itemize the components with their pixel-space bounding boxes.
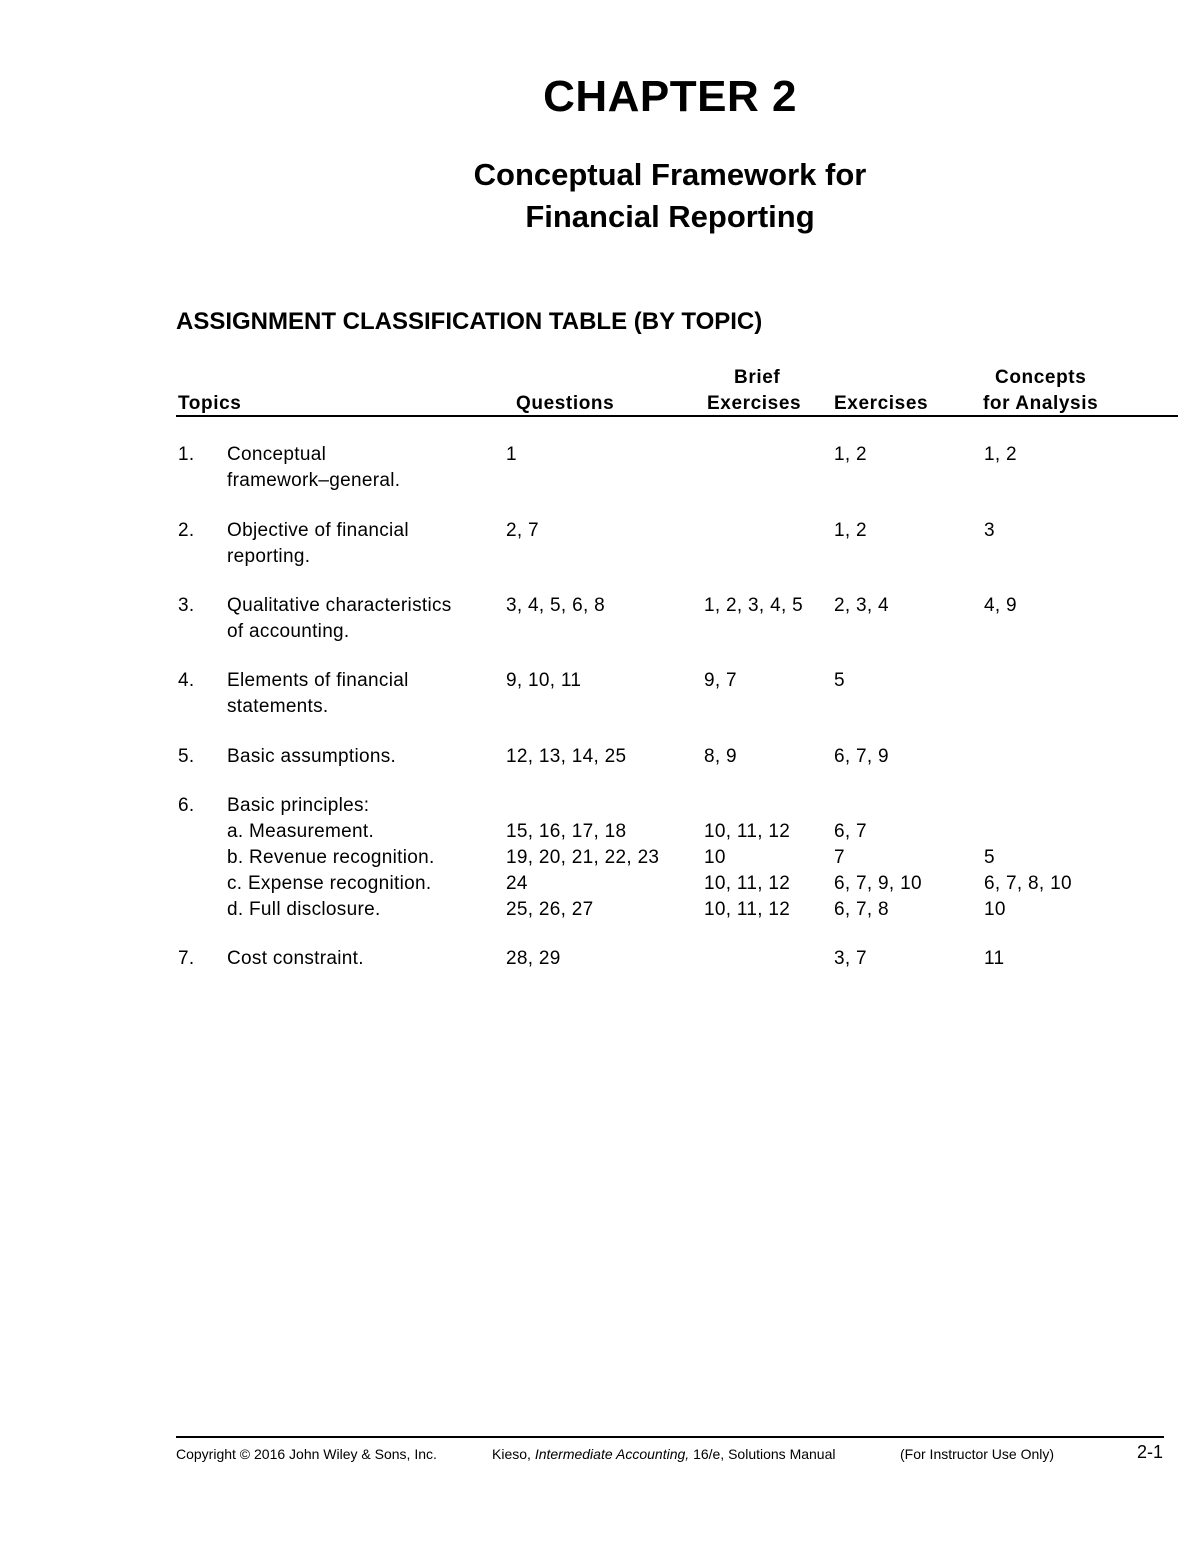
topic-label: Cost constraint. — [227, 948, 364, 969]
page-number: 2-1 — [1137, 1442, 1164, 1462]
col-header-questions: Questions — [516, 393, 615, 414]
subtopic-label: a. Measurement. — [227, 821, 375, 842]
exercises-cell: 6, 7, 8 — [834, 899, 889, 920]
col-header-concepts-top: Concepts — [995, 367, 1087, 388]
chapter-title: CHAPTER 2 — [543, 72, 797, 121]
subtopic-label: d. Full disclosure. — [227, 899, 381, 920]
brief-exercises-cell: 10 — [704, 847, 726, 868]
questions-cell: 28, 29 — [506, 948, 561, 969]
brief-exercises-cell: 9, 7 — [704, 670, 737, 691]
topic-label-cont: statements. — [227, 696, 329, 717]
topic-label-cont: framework–general. — [227, 470, 401, 491]
questions-cell: 25, 26, 27 — [506, 899, 594, 920]
exercises-cell: 6, 7, 9, 10 — [834, 873, 922, 894]
footer-book — [492, 1445, 836, 1463]
topic-label: Basic assumptions. — [227, 746, 397, 767]
topic-label: Qualitative characteristics — [227, 595, 452, 616]
questions-cell: 3, 4, 5, 6, 8 — [506, 595, 605, 616]
footer-rule — [176, 1436, 1164, 1438]
brief-exercises-cell: 10, 11, 12 — [704, 899, 791, 920]
footer-book-rest: 16/e, Solutions Manual — [693, 1446, 836, 1462]
concepts-cell: 6, 7, 8, 10 — [984, 873, 1072, 894]
topic-label: Objective of financial — [227, 520, 409, 541]
exercises-cell: 5 — [834, 670, 845, 691]
subtitle-line-1: Conceptual Framework for — [473, 157, 867, 192]
row-number: 2. — [178, 520, 195, 541]
brief-exercises-cell: 10, 11, 12 — [704, 873, 791, 894]
subtopic-label: c. Expense recognition. — [227, 873, 432, 894]
questions-cell: 19, 20, 21, 22, 23 — [506, 847, 660, 868]
concepts-cell: 11 — [984, 948, 1005, 969]
topic-label: Conceptual — [227, 444, 327, 465]
col-header-concepts-bottom: for Analysis — [983, 393, 1099, 414]
concepts-cell: 10 — [984, 899, 1006, 920]
concepts-cell: 1, 2 — [984, 444, 1017, 465]
col-header-brief-top: Brief — [734, 367, 781, 388]
questions-cell: 12, 13, 14, 25 — [506, 746, 627, 767]
footer-copyright: Copyright © 2016 John Wiley & Sons, Inc. — [176, 1446, 437, 1462]
concepts-cell: 5 — [984, 847, 995, 868]
concepts-cell: 4, 9 — [984, 595, 1017, 616]
topic-label: Basic principles: — [227, 795, 370, 816]
brief-exercises-cell: 10, 11, 12 — [704, 821, 791, 842]
concepts-cell: 3 — [984, 520, 995, 541]
exercises-cell: 1, 2 — [834, 520, 867, 541]
questions-cell: 24 — [506, 873, 528, 894]
col-header-topics: Topics — [178, 393, 242, 414]
subtopic-label: b. Revenue recognition. — [227, 847, 435, 868]
questions-cell: 9, 10, 11 — [506, 670, 582, 691]
row-number: 3. — [178, 595, 195, 616]
subtitle-line-2: Financial Reporting — [525, 199, 815, 234]
topic-label: Elements of financial — [227, 670, 409, 691]
questions-cell: 2, 7 — [506, 520, 539, 541]
topic-label-cont: reporting. — [227, 546, 311, 567]
brief-exercises-cell: 8, 9 — [704, 746, 737, 767]
row-number: 7. — [178, 948, 195, 969]
footer-book-title: Intermediate Accounting, — [534, 1446, 690, 1462]
exercises-cell: 2, 3, 4 — [834, 595, 889, 616]
exercises-cell: 7 — [834, 847, 845, 868]
table-heading: ASSIGNMENT CLASSIFICATION TABLE (BY TOPIC) — [176, 308, 763, 335]
row-number: 5. — [178, 746, 195, 767]
topic-label-cont: of accounting. — [227, 621, 350, 642]
questions-cell: 15, 16, 17, 18 — [506, 821, 627, 842]
exercises-cell: 1, 2 — [834, 444, 867, 465]
questions-cell: 1 — [506, 444, 517, 465]
col-header-brief-bottom: Exercises — [707, 393, 802, 414]
exercises-cell: 3, 7 — [834, 948, 867, 969]
footer-book-author: Kieso, — [492, 1446, 531, 1462]
chapter-subtitle — [0, 154, 1200, 238]
row-number: 6. — [178, 795, 195, 816]
row-number: 1. — [178, 444, 195, 465]
row-number: 4. — [178, 670, 195, 691]
exercises-cell: 6, 7, 9 — [834, 746, 889, 767]
footer-note: (For Instructor Use Only) — [900, 1446, 1055, 1462]
col-header-exercises: Exercises — [834, 393, 929, 414]
exercises-cell: 6, 7 — [834, 821, 867, 842]
brief-exercises-cell: 1, 2, 3, 4, 5 — [704, 595, 803, 616]
header-rule — [176, 415, 1178, 417]
